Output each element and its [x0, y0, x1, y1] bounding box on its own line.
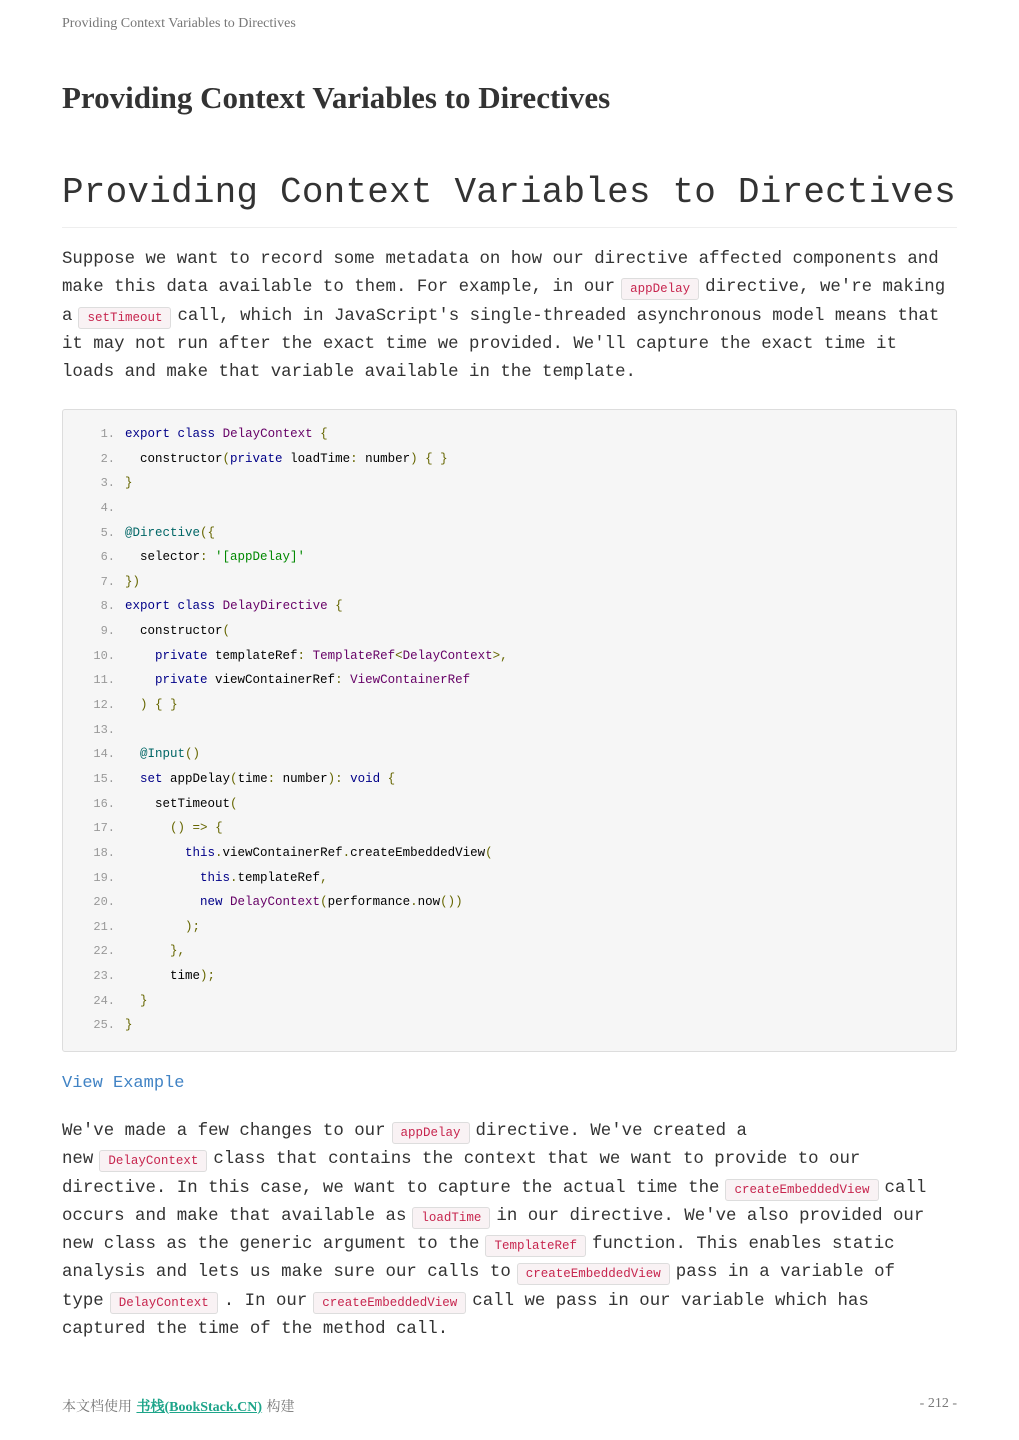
code-token [148, 698, 156, 712]
code-text [125, 570, 140, 595]
paragraph-text: . In our [223, 1291, 308, 1311]
line-number: 24 . [63, 989, 125, 1014]
code-token [125, 920, 185, 934]
line-number: 21 . [63, 915, 125, 940]
code-token: >, [492, 648, 508, 663]
code-token: }) [125, 574, 141, 589]
code-line [63, 890, 508, 915]
code-token: . [342, 845, 351, 860]
code-token: : [335, 673, 343, 688]
explanation-paragraph [62, 1118, 957, 1344]
code-token: export [125, 599, 171, 614]
code-token: export [125, 427, 171, 441]
code-token: : [350, 451, 358, 466]
code-token: { [215, 821, 223, 836]
paragraph-text: Suppose we want to record some metadata on how our directive affected components and make this data available to them. For example, in our [62, 250, 939, 298]
code-text [125, 989, 148, 1014]
code-token: DelayContext [230, 895, 321, 910]
line-number: 5 . [63, 521, 125, 546]
code-token: () [170, 821, 186, 836]
line-number: 6 . [63, 545, 125, 570]
code-token: this [185, 845, 216, 860]
inline-code: DelayContext [110, 1292, 218, 1314]
code-token: ( [222, 624, 231, 639]
footer-prefix: 本文档使用 [62, 1399, 132, 1415]
code-block [62, 409, 957, 1052]
code-text [125, 964, 215, 989]
code-line [63, 792, 508, 817]
inline-code: createEmbeddedView [517, 1263, 670, 1285]
code-token [215, 599, 223, 613]
line-number: 4 . [63, 496, 125, 521]
page-number: - 212 - [919, 1396, 957, 1411]
code-token: < [395, 648, 403, 663]
code-token [125, 772, 140, 786]
code-token: viewContainerRef [207, 673, 336, 688]
line-number: 3 . [63, 471, 125, 496]
code-token [125, 994, 140, 1008]
code-token: ( [222, 451, 231, 466]
line-number: 10 . [63, 644, 125, 669]
code-token: DelayDirective [222, 599, 328, 614]
line-number: 23 . [63, 964, 125, 989]
line-number: 13 . [63, 718, 125, 743]
inline-code: createEmbeddedView [725, 1179, 878, 1201]
code-line [63, 816, 508, 841]
code-line [63, 594, 508, 619]
code-token: ); [200, 969, 216, 984]
paragraph-text: directive, we're making a [62, 278, 946, 326]
code-text [125, 866, 328, 891]
code-token: private [230, 451, 283, 466]
paragraph-text: pass in a variable of type [62, 1263, 895, 1311]
code-text [125, 939, 185, 964]
inline-code: DelayContext [99, 1150, 207, 1172]
code-text [125, 816, 223, 841]
code-token [125, 698, 140, 712]
code-token: { [425, 451, 433, 466]
code-line [63, 718, 508, 743]
code-token [208, 550, 216, 564]
code-token [223, 895, 231, 909]
code-token: ) [140, 698, 148, 713]
code-token [343, 673, 351, 687]
code-token [125, 821, 170, 835]
code-line [63, 693, 508, 718]
code-token: selector [125, 550, 201, 565]
code-token: ( [320, 895, 328, 910]
code-token: } [125, 476, 133, 491]
code-token: } [140, 993, 148, 1008]
line-number: 14 . [63, 742, 125, 767]
code-text [125, 644, 508, 669]
code-token: . [215, 845, 223, 860]
running-header: Providing Context Variables to Directives [62, 16, 296, 31]
code-text [125, 1013, 133, 1038]
code-token [208, 821, 216, 835]
paragraph-text: call we pass in our variable which has captured the time of the method call. [62, 1291, 869, 1340]
code-line [63, 422, 508, 447]
code-line [63, 545, 508, 570]
paragraph-text: call, which in JavaScript's single-threaded asynchronous model means that it may not run after the exact time we provided. We'll capture the exact time it loads and make that variable available in the template. [62, 306, 940, 383]
code-token [125, 846, 185, 860]
code-token: time [237, 771, 268, 786]
code-text [125, 767, 395, 792]
line-number: 17 . [63, 816, 125, 841]
code-token [185, 821, 193, 835]
code-token [380, 772, 388, 786]
code-line [63, 866, 508, 891]
line-number: 20 . [63, 890, 125, 915]
paragraph-text: directive. We've created a new [62, 1122, 747, 1170]
code-token: () [185, 747, 201, 762]
code-token: @Directive [125, 525, 201, 540]
footer-suffix: 构建 [266, 1399, 295, 1415]
code-line [63, 964, 508, 989]
code-token: viewContainerRef [222, 845, 343, 860]
code-text [125, 841, 493, 866]
code-token [418, 452, 426, 466]
code-line [63, 471, 508, 496]
code-lines [63, 422, 508, 1038]
line-number: 11 . [63, 668, 125, 693]
line-number: 12 . [63, 693, 125, 718]
code-token: class [177, 427, 216, 441]
paragraph-text: function. This enables static analysis and lets us make sure our calls to [62, 1235, 895, 1283]
line-number: 7 . [63, 570, 125, 595]
code-token [313, 427, 321, 441]
code-line [63, 521, 508, 546]
code-text [125, 693, 178, 718]
code-line [63, 644, 508, 669]
line-number: 19 . [63, 866, 125, 891]
code-line [63, 841, 508, 866]
line-number: 8 . [63, 594, 125, 619]
code-token [328, 599, 336, 613]
code-token: templateRef [207, 648, 298, 663]
document-title: Providing Context Variables to Directives [62, 80, 611, 115]
code-text [125, 668, 470, 693]
code-line [63, 668, 508, 693]
code-token: appDelay [162, 771, 231, 786]
code-token: createEmbeddedView [350, 845, 486, 860]
code-token: performance [327, 895, 411, 910]
code-token [125, 649, 155, 663]
code-token: ); [185, 919, 201, 934]
code-token: this [200, 870, 231, 885]
code-token: @Input [140, 747, 186, 762]
code-text [125, 422, 328, 447]
code-token [163, 698, 171, 712]
code-token: ): [327, 771, 343, 786]
code-token: { [335, 599, 343, 614]
inline-code: createEmbeddedView [313, 1292, 466, 1314]
code-token: ()) [440, 895, 463, 910]
code-token: ( [230, 796, 238, 811]
code-token: ( [230, 771, 238, 786]
code-token: }, [170, 944, 186, 959]
code-token: number [357, 451, 411, 466]
code-line [63, 570, 508, 595]
code-text [125, 594, 343, 619]
code-line [63, 447, 508, 472]
code-line [63, 767, 508, 792]
code-token: number [275, 771, 328, 786]
inline-code: TemplateRef [485, 1235, 586, 1257]
code-text [125, 619, 230, 644]
code-token: TemplateRef [312, 648, 396, 663]
code-token [125, 871, 200, 885]
code-token [343, 772, 351, 786]
code-token: ViewContainerRef [350, 673, 471, 688]
code-line [63, 619, 508, 644]
code-token: constructor [125, 451, 223, 466]
code-token [125, 747, 140, 761]
code-line [63, 939, 508, 964]
code-token: now [417, 895, 441, 910]
code-token [125, 673, 155, 687]
inline-code: appDelay [392, 1122, 470, 1144]
code-token: void [350, 771, 381, 786]
code-line [63, 496, 508, 521]
view-example-link[interactable]: View Example [62, 1074, 185, 1093]
code-text [125, 890, 463, 915]
code-token: DelayContext [402, 648, 493, 663]
code-token: { [155, 698, 163, 713]
code-line [63, 915, 508, 940]
code-token: . [410, 895, 418, 910]
code-token: templateRef [237, 870, 321, 885]
code-token [215, 427, 223, 441]
code-token: time [125, 969, 201, 984]
paragraph-text: call occurs and make that available as [62, 1178, 927, 1226]
code-token [305, 649, 313, 663]
line-number: 1 . [63, 422, 125, 447]
code-text [125, 471, 133, 496]
code-token: => [192, 821, 208, 836]
code-token: private [155, 648, 208, 663]
code-line [63, 742, 508, 767]
intro-paragraph [62, 246, 957, 387]
code-token: class [177, 599, 216, 614]
code-token: , [320, 870, 328, 885]
paragraph-text: class that contains the context that we want to provide to our directive. In this case, we want to capture the actual time the [62, 1150, 861, 1198]
code-token: ({ [200, 525, 216, 540]
section-heading: Providing Context Variables to Directives [62, 172, 957, 228]
code-token: { [320, 427, 328, 441]
line-number: 25 . [63, 1013, 125, 1038]
code-token: DelayContext [222, 427, 313, 441]
inline-code: setTimeout [78, 307, 171, 329]
code-token [125, 895, 200, 909]
line-number: 18 . [63, 841, 125, 866]
paragraph-text: in our directive. We've also provided our new class as the generic argument to the [62, 1206, 925, 1255]
code-token [170, 427, 178, 441]
code-token: loadTime [282, 451, 351, 466]
code-token: : [200, 550, 208, 565]
inline-code: appDelay [621, 278, 699, 300]
code-token: { [387, 771, 396, 786]
line-number: 15 . [63, 767, 125, 792]
code-token: set [140, 771, 163, 786]
code-token: setTimeout [125, 796, 231, 811]
line-number: 22 . [63, 939, 125, 964]
code-line [63, 989, 508, 1014]
code-token: private [155, 673, 208, 688]
code-token: . [230, 870, 238, 885]
code-text [125, 521, 215, 546]
code-text [125, 447, 448, 472]
inline-code: loadTime [412, 1207, 490, 1229]
code-token: } [440, 451, 448, 466]
line-number: 9 . [63, 619, 125, 644]
code-token [170, 599, 178, 613]
code-token: new [200, 895, 223, 910]
footer-credit [62, 1396, 295, 1416]
code-text [125, 792, 238, 817]
code-text [125, 915, 200, 940]
code-token: } [170, 698, 178, 713]
code-token: '[appDelay]' [215, 550, 306, 565]
code-line [63, 1013, 508, 1038]
line-number: 16 . [63, 792, 125, 817]
code-text [125, 742, 200, 767]
paragraph-text: We've made a few changes to our [62, 1122, 386, 1141]
code-token: ) [410, 451, 418, 466]
code-token: ( [485, 845, 493, 860]
code-token: : [297, 648, 306, 663]
code-token: : [267, 771, 276, 786]
code-token: } [125, 1018, 133, 1033]
line-number: 2 . [63, 447, 125, 472]
bookstack-link[interactable]: 书栈(BookStack.CN) [136, 1400, 263, 1415]
code-text [125, 545, 305, 570]
code-token: constructor [125, 624, 223, 639]
code-token [125, 944, 170, 958]
